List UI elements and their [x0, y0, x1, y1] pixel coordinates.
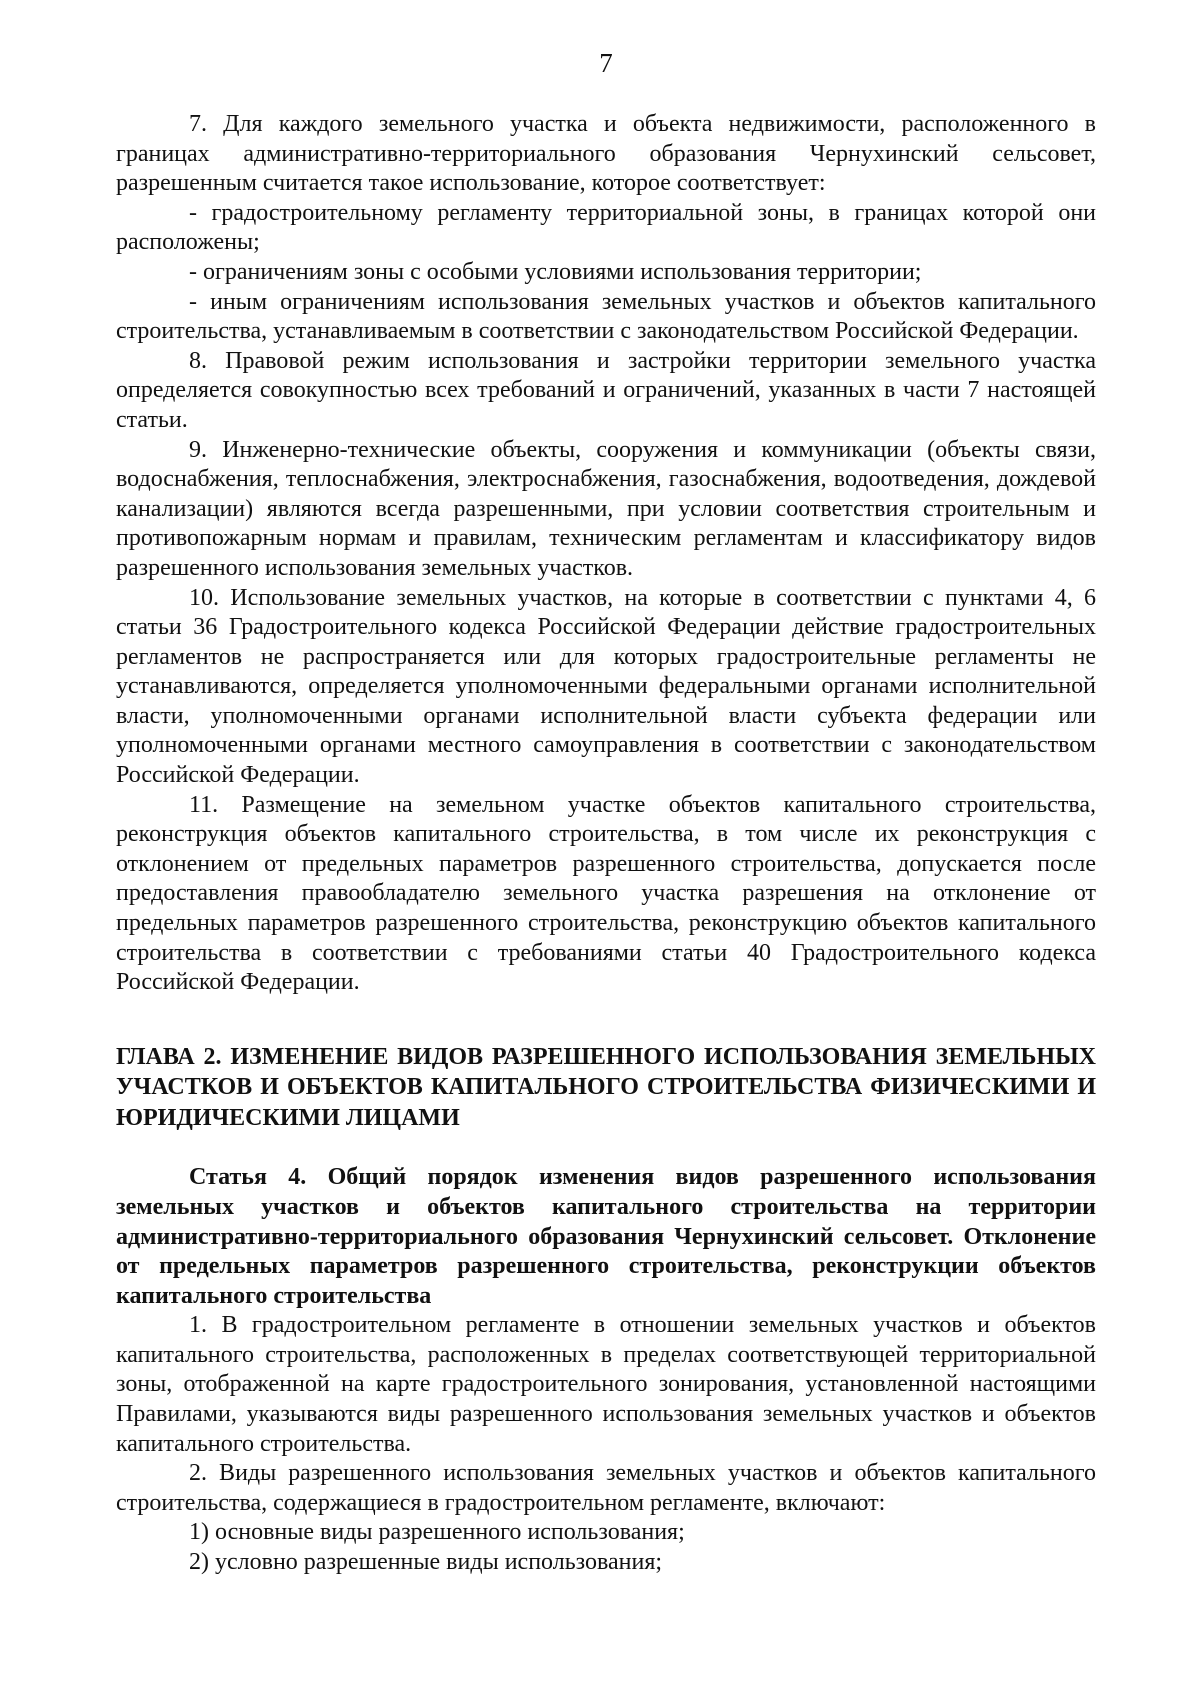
paragraph-2: 2. Виды разрешенного использования земельных участков и объектов капитального строительства, содержащиеся в градостроительном регламенте, включают: — [116, 1460, 1096, 1516]
list-item-conditional-uses: 2) условно разрешенные виды использования; — [189, 1549, 663, 1576]
paragraph-8: 8. Правовой режим использования и застройки территории земельного участка определяется совокупностью всех требований и ограничений, указанных в части 7 настоящей статьи. — [116, 347, 1096, 433]
list-item-zone-restrictions: - ограничениям зоны с особыми условиями использования территории; — [189, 258, 922, 285]
list-item-regulation: - градостроительному регламенту территориальной зоны, в границах которой они расположены; — [116, 199, 1096, 256]
paragraph-7: 7. Для каждого земельного участка и объекта недвижимости, расположенного в границах административно-территориального образования Чернухинский сельсовет, разрешенным считается такое использование, которое соответствует: — [116, 111, 1096, 197]
spacer — [116, 998, 1096, 1042]
paragraph-11: 11. Размещение на земельном участке объектов капитального строительства, реконструкция объектов капитального строительства, в том числе их реконструкция с отклонением от предельных параметров разрешенного строительства, допускается после предоставления правообладателю земельного участка разрешения на отклонение от предельных параметров разрешенного строительства, реконструкцию объектов капитального строительства в соответствии с требованиями статьи 40 Градостроительного кодекса Российской Федерации. — [116, 791, 1096, 996]
paragraph-10: 10. Использование земельных участков, на которые в соответствии с пунктами 4, 6 статьи 36 Градостроительного кодекса Российской Федерации действие градостроительных регламентов не распространяется или для которых градостроительные регламенты не устанавливаются, определяется уполномоченными федеральными органами исполнительной власти, уполномоченными органами исполнительной власти субъекта федерации или уполномоченными органами местного самоуправления в соответствии с законодательством Российской Федерации. — [116, 584, 1096, 789]
paragraph-1: 1. В градостроительном регламенте в отношении земельных участков и объектов капитального строительства, расположенных в пределах соответствующей территориальной зоны, отображенной на карте градостроительного зонирования, установленной настоящими Правилами, указываются виды разрешенного использования земельных участков и объектов капитального строительства. — [116, 1312, 1096, 1457]
page-number: 7 — [599, 48, 613, 78]
spacer — [116, 1133, 1096, 1163]
list-item-other-restrictions: - иным ограничениям использования земельных участков и объектов капитального строительства, устанавливаемым в соответствии с законодательством Российской Федерации. — [116, 288, 1096, 345]
chapter-heading: ГЛАВА 2. ИЗМЕНЕНИЕ ВИДОВ РАЗРЕШЕННОГО ИСПОЛЬЗОВАНИЯ ЗЕМЕЛЬНЫХ УЧАСТКОВ И ОБЪЕКТОВ КАПИТАЛЬНОГО СТРОИТЕЛЬСТВА ФИЗИЧЕСКИМИ И ЮРИДИЧЕСКИМИ ЛИЦАМИ — [116, 1043, 1096, 1131]
list-item-main-uses: 1) основные виды разрешенного использования; — [189, 1519, 685, 1546]
document-page — [116, 38, 1096, 1578]
article-heading: Статья 4. Общий порядок изменения видов разрешенного использования земельных участков и объектов капитального строительства на территории административно-территориального образования Чернухинский сельсовет. Отклонение от предельных параметров разрешенного строительства, реконструкции объектов капитального строительства — [116, 1164, 1096, 1309]
paragraph-9: 9. Инженерно-технические объекты, сооружения и коммуникации (объекты связи, водоснабжения, теплоснабжения, электроснабжения, газоснабжения, водоотведения, дождевой канализации) являются всегда разрешенными, при условии соответствия строительным и противопожарным нормам и правилам, техническим регламентам и классификатору видов разрешенного использования земельных участков. — [116, 436, 1096, 581]
